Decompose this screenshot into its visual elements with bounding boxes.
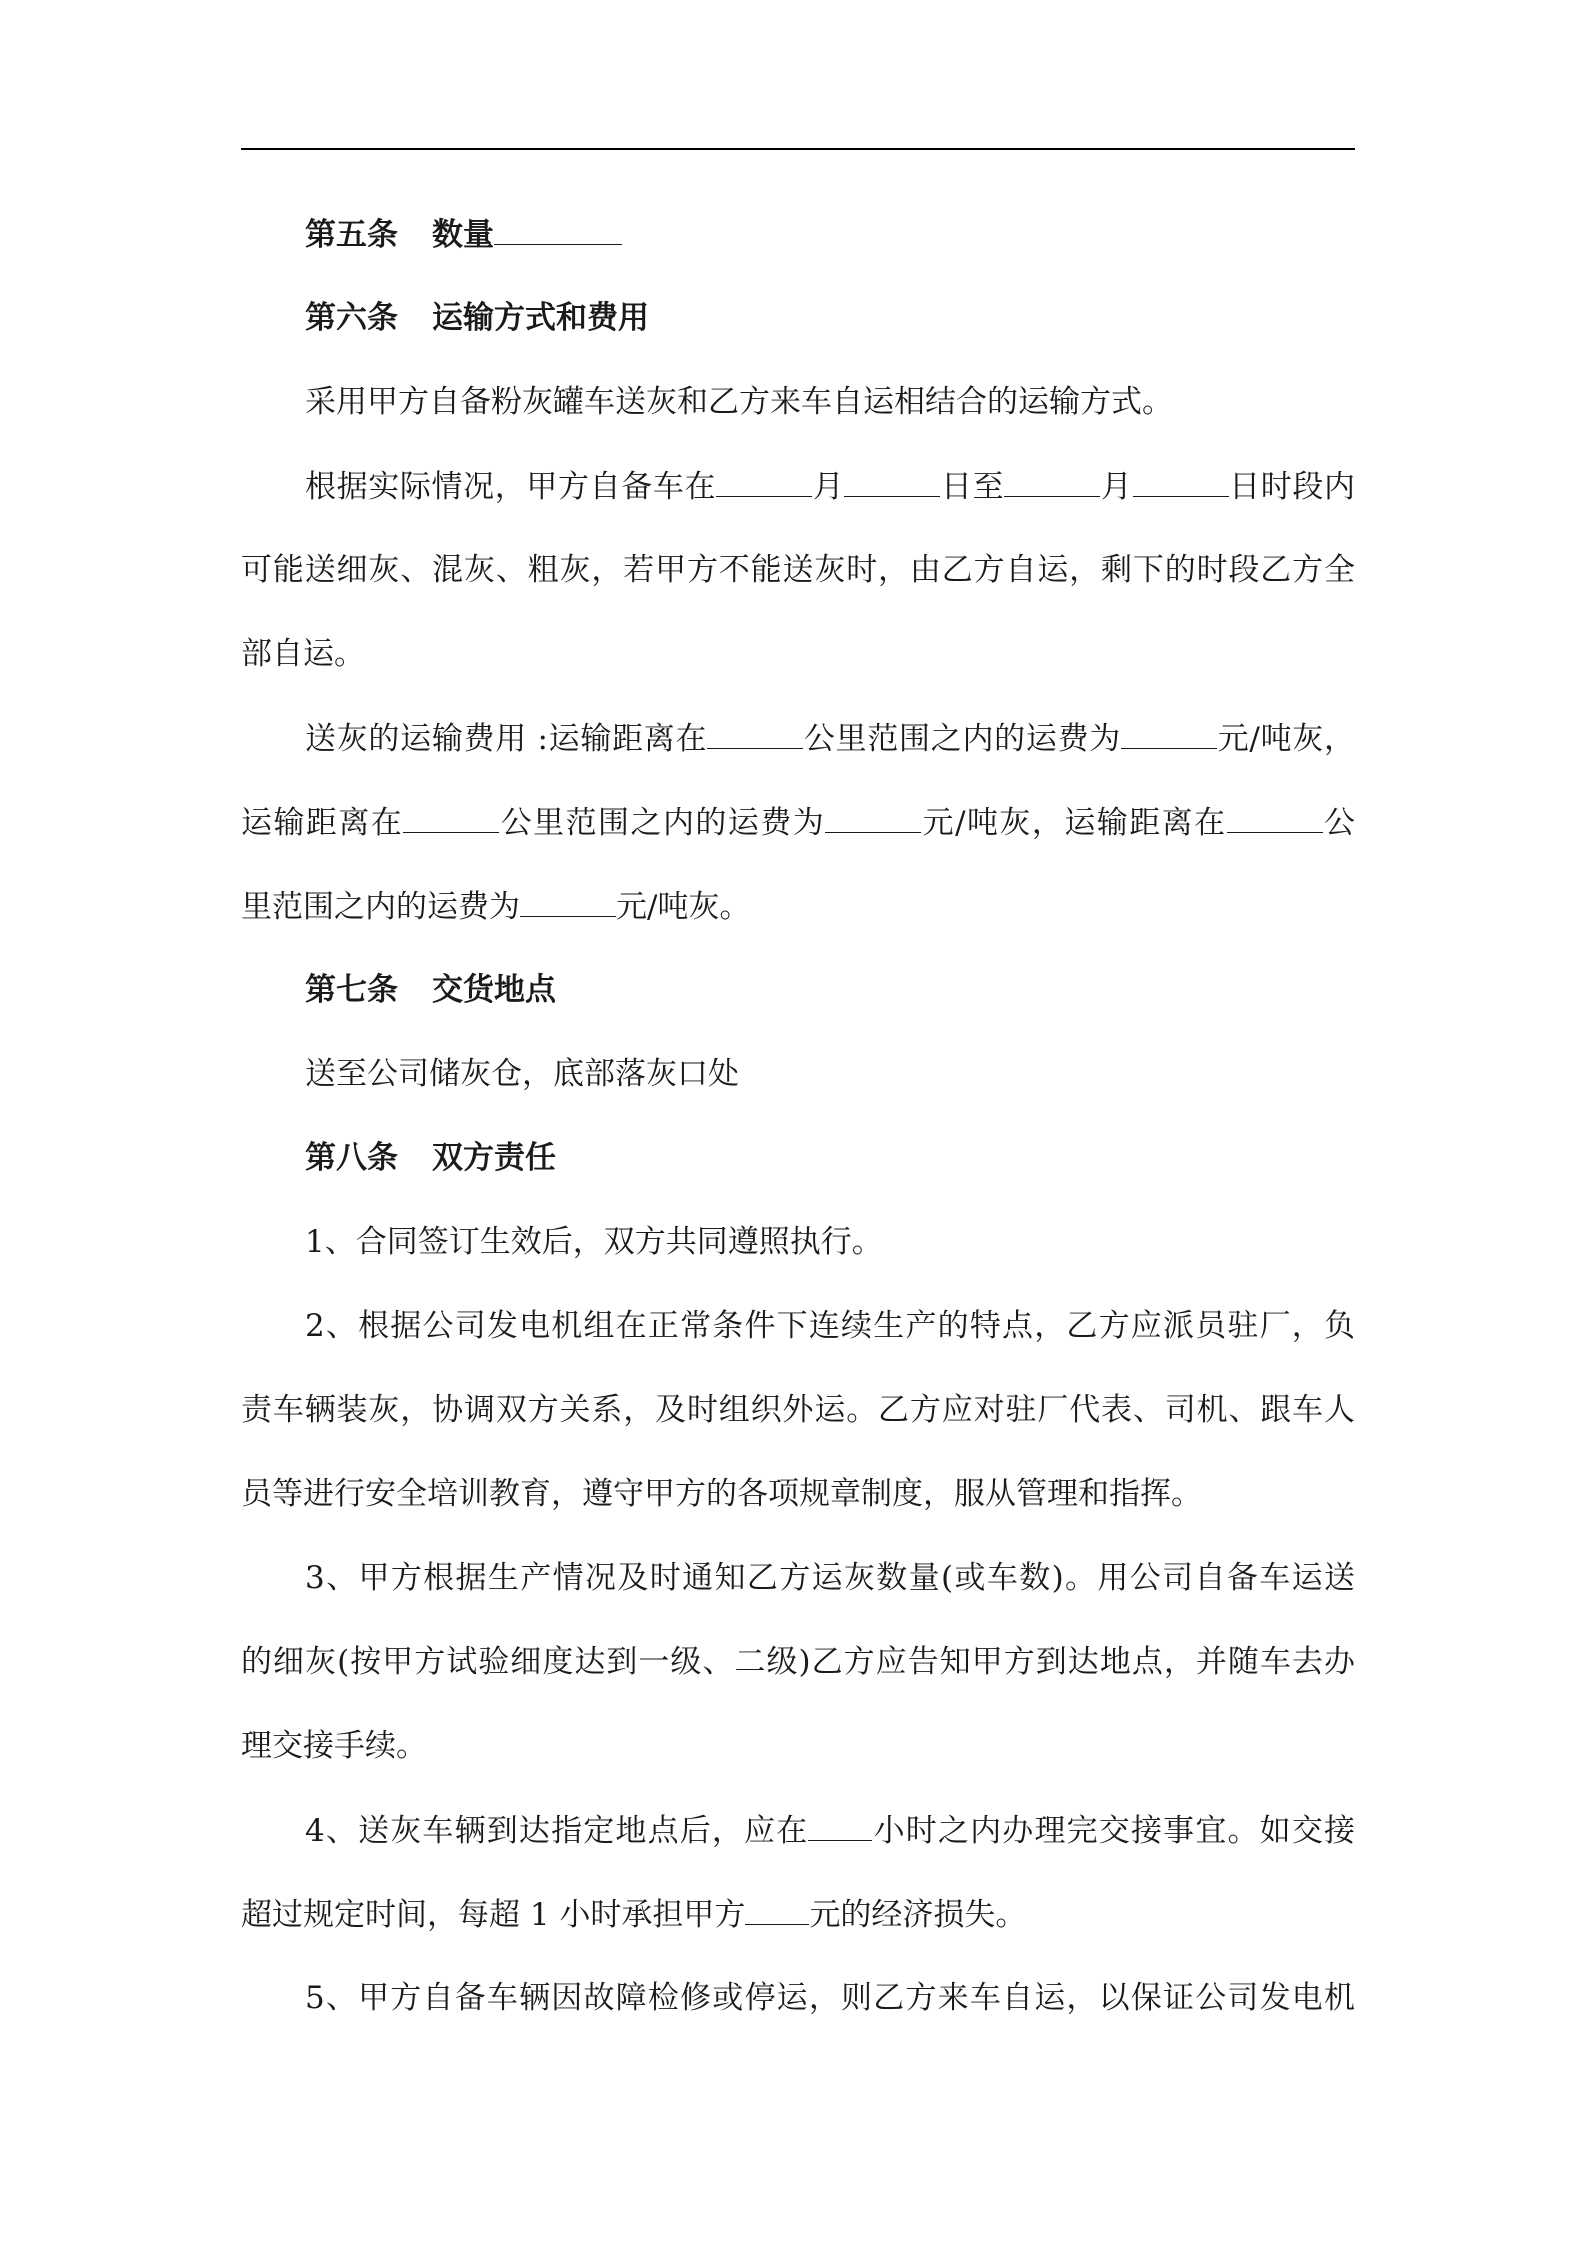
article-8-item-4-line-2: 超过规定时间，每超 1 小时承担甲方 元的经济损失。 (241, 1894, 1026, 1934)
article-8-item-2-line-2: 责车辆装灰，协调双方关系，及时组织外运。乙方应对驻厂代表、司机、跟车人 (241, 1392, 1355, 1428)
article-8-item-3-line-1: 3、甲方根据生产情况及时通知乙方运灰数量(或车数)。用公司自备车运送 (305, 1560, 1355, 1596)
article-8-item-2-line-3: 员等进行安全培训教育，遵守甲方的各项规章制度，服从管理和指挥。 (241, 1476, 1202, 1512)
article-7-title: 第七条 (305, 972, 398, 1008)
article-8-title: 第八条 (305, 1140, 398, 1176)
article-5-name: 数量 (432, 217, 494, 253)
day-blank (1133, 466, 1229, 497)
article-6-paragraph-2-line-1: 根据实际情况，甲方自备车在 月 日至 月 日时段内 (305, 466, 1355, 506)
article-8-item-3-line-3: 理交接手续。 (241, 1728, 427, 1764)
quantity-blank (494, 214, 622, 245)
article-7-heading (305, 970, 556, 1010)
article-8-heading (305, 1138, 556, 1178)
article-6-paragraph-3-line-3: 里范围之内的运费为 元/吨灰。 (241, 886, 750, 926)
article-6-paragraph-2-line-3: 部自运。 (241, 636, 365, 672)
distance-blank (1227, 802, 1323, 833)
article-8-item-3-line-2: 的细灰(按甲方试验细度达到一级、二级)乙方应告知甲方到达地点，并随车去办 (241, 1644, 1355, 1680)
article-6-paragraph-3-line-1: 送灰的运输费用 :运输距离在 公里范围之内的运费为 元/吨灰， (305, 718, 1355, 758)
article-5-title: 第五条 (305, 217, 398, 253)
penalty-blank (745, 1894, 809, 1925)
article-8-item-5-line-1: 5、甲方自备车辆因故障检修或停运，则乙方来车自运，以保证公司发电机 (305, 1980, 1355, 2016)
article-7-name: 交货地点 (432, 972, 556, 1008)
distance-blank (707, 718, 803, 749)
article-7-paragraph-1: 送至公司储灰仓，底部落灰口处 (305, 1056, 739, 1092)
article-6-title: 第六条 (305, 300, 398, 336)
header-rule (241, 148, 1355, 150)
article-6-paragraph-2-line-2: 可能送细灰、混灰、粗灰，若甲方不能送灰时，由乙方自运，剩下的时段乙方全 (241, 552, 1355, 588)
article-8-item-1: 1、合同签订生效后，双方共同遵照执行。 (305, 1224, 883, 1260)
fee-blank (825, 802, 921, 833)
article-5-heading (305, 214, 622, 254)
article-8-item-4-line-1: 4、送灰车辆到达指定地点后，应在 小时之内办理完交接事宜。如交接 (305, 1810, 1355, 1850)
article-6-paragraph-3-line-2: 运输距离在 公里范围之内的运费为 元/吨灰，运输距离在 公 (241, 802, 1355, 842)
fee-blank (1121, 718, 1217, 749)
month-blank (1004, 466, 1100, 497)
article-8-name: 双方责任 (432, 1140, 556, 1176)
article-6-name: 运输方式和费用 (432, 300, 649, 336)
article-8-item-2-line-1: 2、根据公司发电机组在正常条件下连续生产的特点，乙方应派员驻厂，负 (305, 1308, 1355, 1344)
article-6-paragraph-1: 采用甲方自备粉灰罐车送灰和乙方来车自运相结合的运输方式。 (305, 384, 1173, 420)
hours-blank (808, 1810, 872, 1841)
distance-blank (403, 802, 499, 833)
fee-blank (520, 886, 616, 917)
month-blank (716, 466, 812, 497)
day-blank (844, 466, 940, 497)
article-6-heading (305, 298, 649, 338)
